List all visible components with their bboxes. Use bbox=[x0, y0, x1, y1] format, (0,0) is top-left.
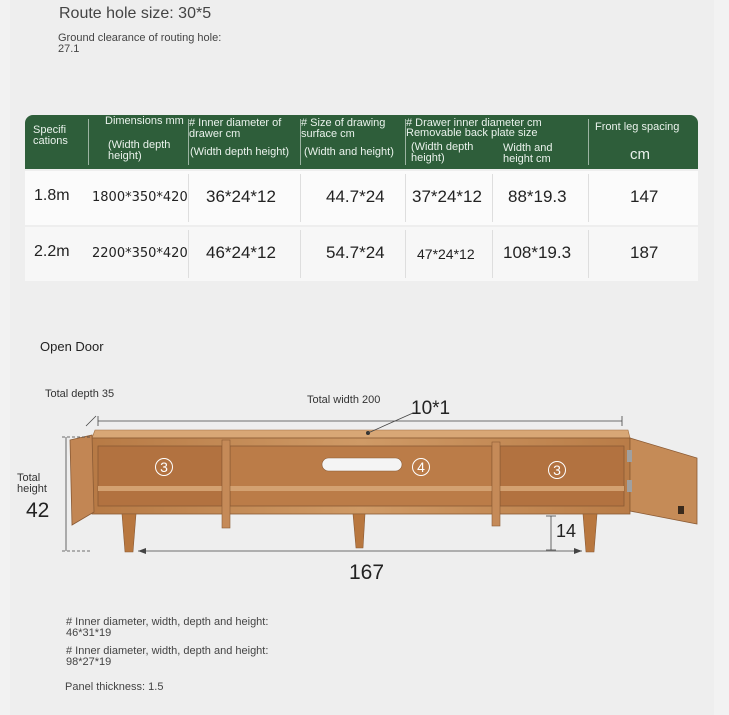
cell-inner: 36*24*12 bbox=[206, 187, 276, 206]
header-inner: # Inner diameter of drawer cm bbox=[189, 117, 282, 140]
header-draw-sub: (Width and height) bbox=[304, 146, 394, 158]
header-back: Removable back plate size bbox=[406, 127, 538, 139]
cell-leg: 147 bbox=[630, 187, 659, 206]
compartment-count-right: 3 bbox=[548, 461, 566, 479]
header-leg-unit: cm bbox=[630, 146, 650, 163]
header-draw: # Size of drawing surface cm bbox=[301, 117, 386, 140]
compartment-count-left: 3 bbox=[155, 458, 173, 476]
right-door-knob bbox=[678, 506, 684, 514]
header-drawer: # Drawer inner diameter cm bbox=[406, 117, 542, 129]
left-door bbox=[70, 435, 94, 525]
cell-dim: 2200*350*420 bbox=[92, 246, 188, 261]
cell-back: 108*19.3 bbox=[503, 243, 572, 262]
header-spec: Specifi cations bbox=[33, 124, 68, 147]
header-divider bbox=[88, 119, 89, 165]
arrow-head bbox=[138, 548, 146, 554]
note-inner-2: # Inner diameter, width, depth and height: 98*27*19 bbox=[66, 645, 269, 668]
header-divider bbox=[188, 119, 189, 165]
row-divider bbox=[188, 174, 189, 222]
header-back-sub: Width and height cm bbox=[503, 142, 553, 165]
left-shelf bbox=[98, 486, 222, 491]
center-compartment bbox=[230, 446, 492, 506]
cell-spec: 1.8m bbox=[34, 187, 70, 204]
leg bbox=[122, 514, 136, 552]
spec-table bbox=[25, 115, 698, 277]
header-divider bbox=[405, 119, 406, 165]
header-divider bbox=[588, 119, 589, 165]
total-height-label: Total height bbox=[17, 472, 47, 495]
cell-dim: 1800*350*420 bbox=[92, 190, 188, 205]
row-divider bbox=[492, 230, 493, 278]
cell-back: 88*19.3 bbox=[508, 187, 567, 206]
leg-height-value: 14 bbox=[556, 521, 577, 541]
spec-table-header bbox=[25, 115, 698, 169]
header-dim: Dimensions mm bbox=[105, 115, 184, 127]
header-dim-sub: (Width depth height) bbox=[108, 139, 171, 162]
table-row bbox=[25, 171, 698, 225]
right-shelf bbox=[500, 486, 624, 491]
total-depth-label: Total depth 35 bbox=[45, 388, 115, 400]
panel-thickness: Panel thickness: 1.5 bbox=[65, 681, 164, 693]
row-divider bbox=[588, 174, 589, 222]
route-hole-clearance: Ground clearance of routing hole: 27.1 bbox=[58, 32, 222, 55]
cell-drawer: 47*24*12 bbox=[417, 246, 475, 262]
header-divider bbox=[300, 119, 301, 165]
right-door bbox=[630, 438, 697, 524]
table-row bbox=[25, 227, 698, 281]
cell-drawer: 37*24*12 bbox=[412, 187, 482, 206]
total-width-label: Total width 200 bbox=[307, 394, 381, 406]
leg bbox=[583, 514, 597, 552]
row-divider bbox=[300, 174, 301, 222]
depth-line bbox=[86, 416, 96, 426]
cell-leg: 187 bbox=[630, 243, 659, 262]
leg-spacing-value: 167 bbox=[349, 561, 385, 584]
row-divider bbox=[405, 174, 406, 222]
middle-door-right bbox=[492, 442, 500, 526]
row-divider bbox=[492, 174, 493, 222]
open-door-label: Open Door bbox=[40, 339, 104, 354]
cell-spec: 2.2m bbox=[34, 243, 70, 260]
hinge bbox=[627, 450, 632, 462]
compartment-count-center: 4 bbox=[412, 458, 430, 476]
row-divider bbox=[300, 230, 301, 278]
top-board bbox=[92, 430, 630, 438]
header-drawer-sub: (Width depth height) bbox=[411, 141, 474, 164]
row-divider bbox=[188, 230, 189, 278]
cell-draw: 54.7*24 bbox=[326, 243, 385, 262]
left-compartment bbox=[98, 446, 222, 506]
cable-hole bbox=[322, 458, 402, 471]
cable-hole-size: 10*1 bbox=[411, 398, 451, 419]
header-leg: Front leg spacing bbox=[595, 121, 680, 133]
content-panel bbox=[10, 0, 714, 715]
tv-stand-diagram bbox=[0, 380, 729, 580]
hinge bbox=[627, 480, 632, 492]
row-divider bbox=[405, 230, 406, 278]
cell-draw: 44.7*24 bbox=[326, 187, 385, 206]
arrow-head bbox=[574, 548, 582, 554]
route-hole-title: Route hole size: 30*5 bbox=[59, 5, 212, 22]
total-height-value: 42 bbox=[26, 499, 50, 522]
header-inner-sub: (Width depth height) bbox=[190, 146, 290, 158]
note-inner-1: # Inner diameter, width, depth and height: 46*31*19 bbox=[66, 616, 269, 639]
cell-inner: 46*24*12 bbox=[206, 243, 276, 262]
leg bbox=[353, 514, 365, 548]
row-divider bbox=[588, 230, 589, 278]
middle-door-left bbox=[222, 440, 230, 528]
center-shelf bbox=[230, 486, 492, 491]
